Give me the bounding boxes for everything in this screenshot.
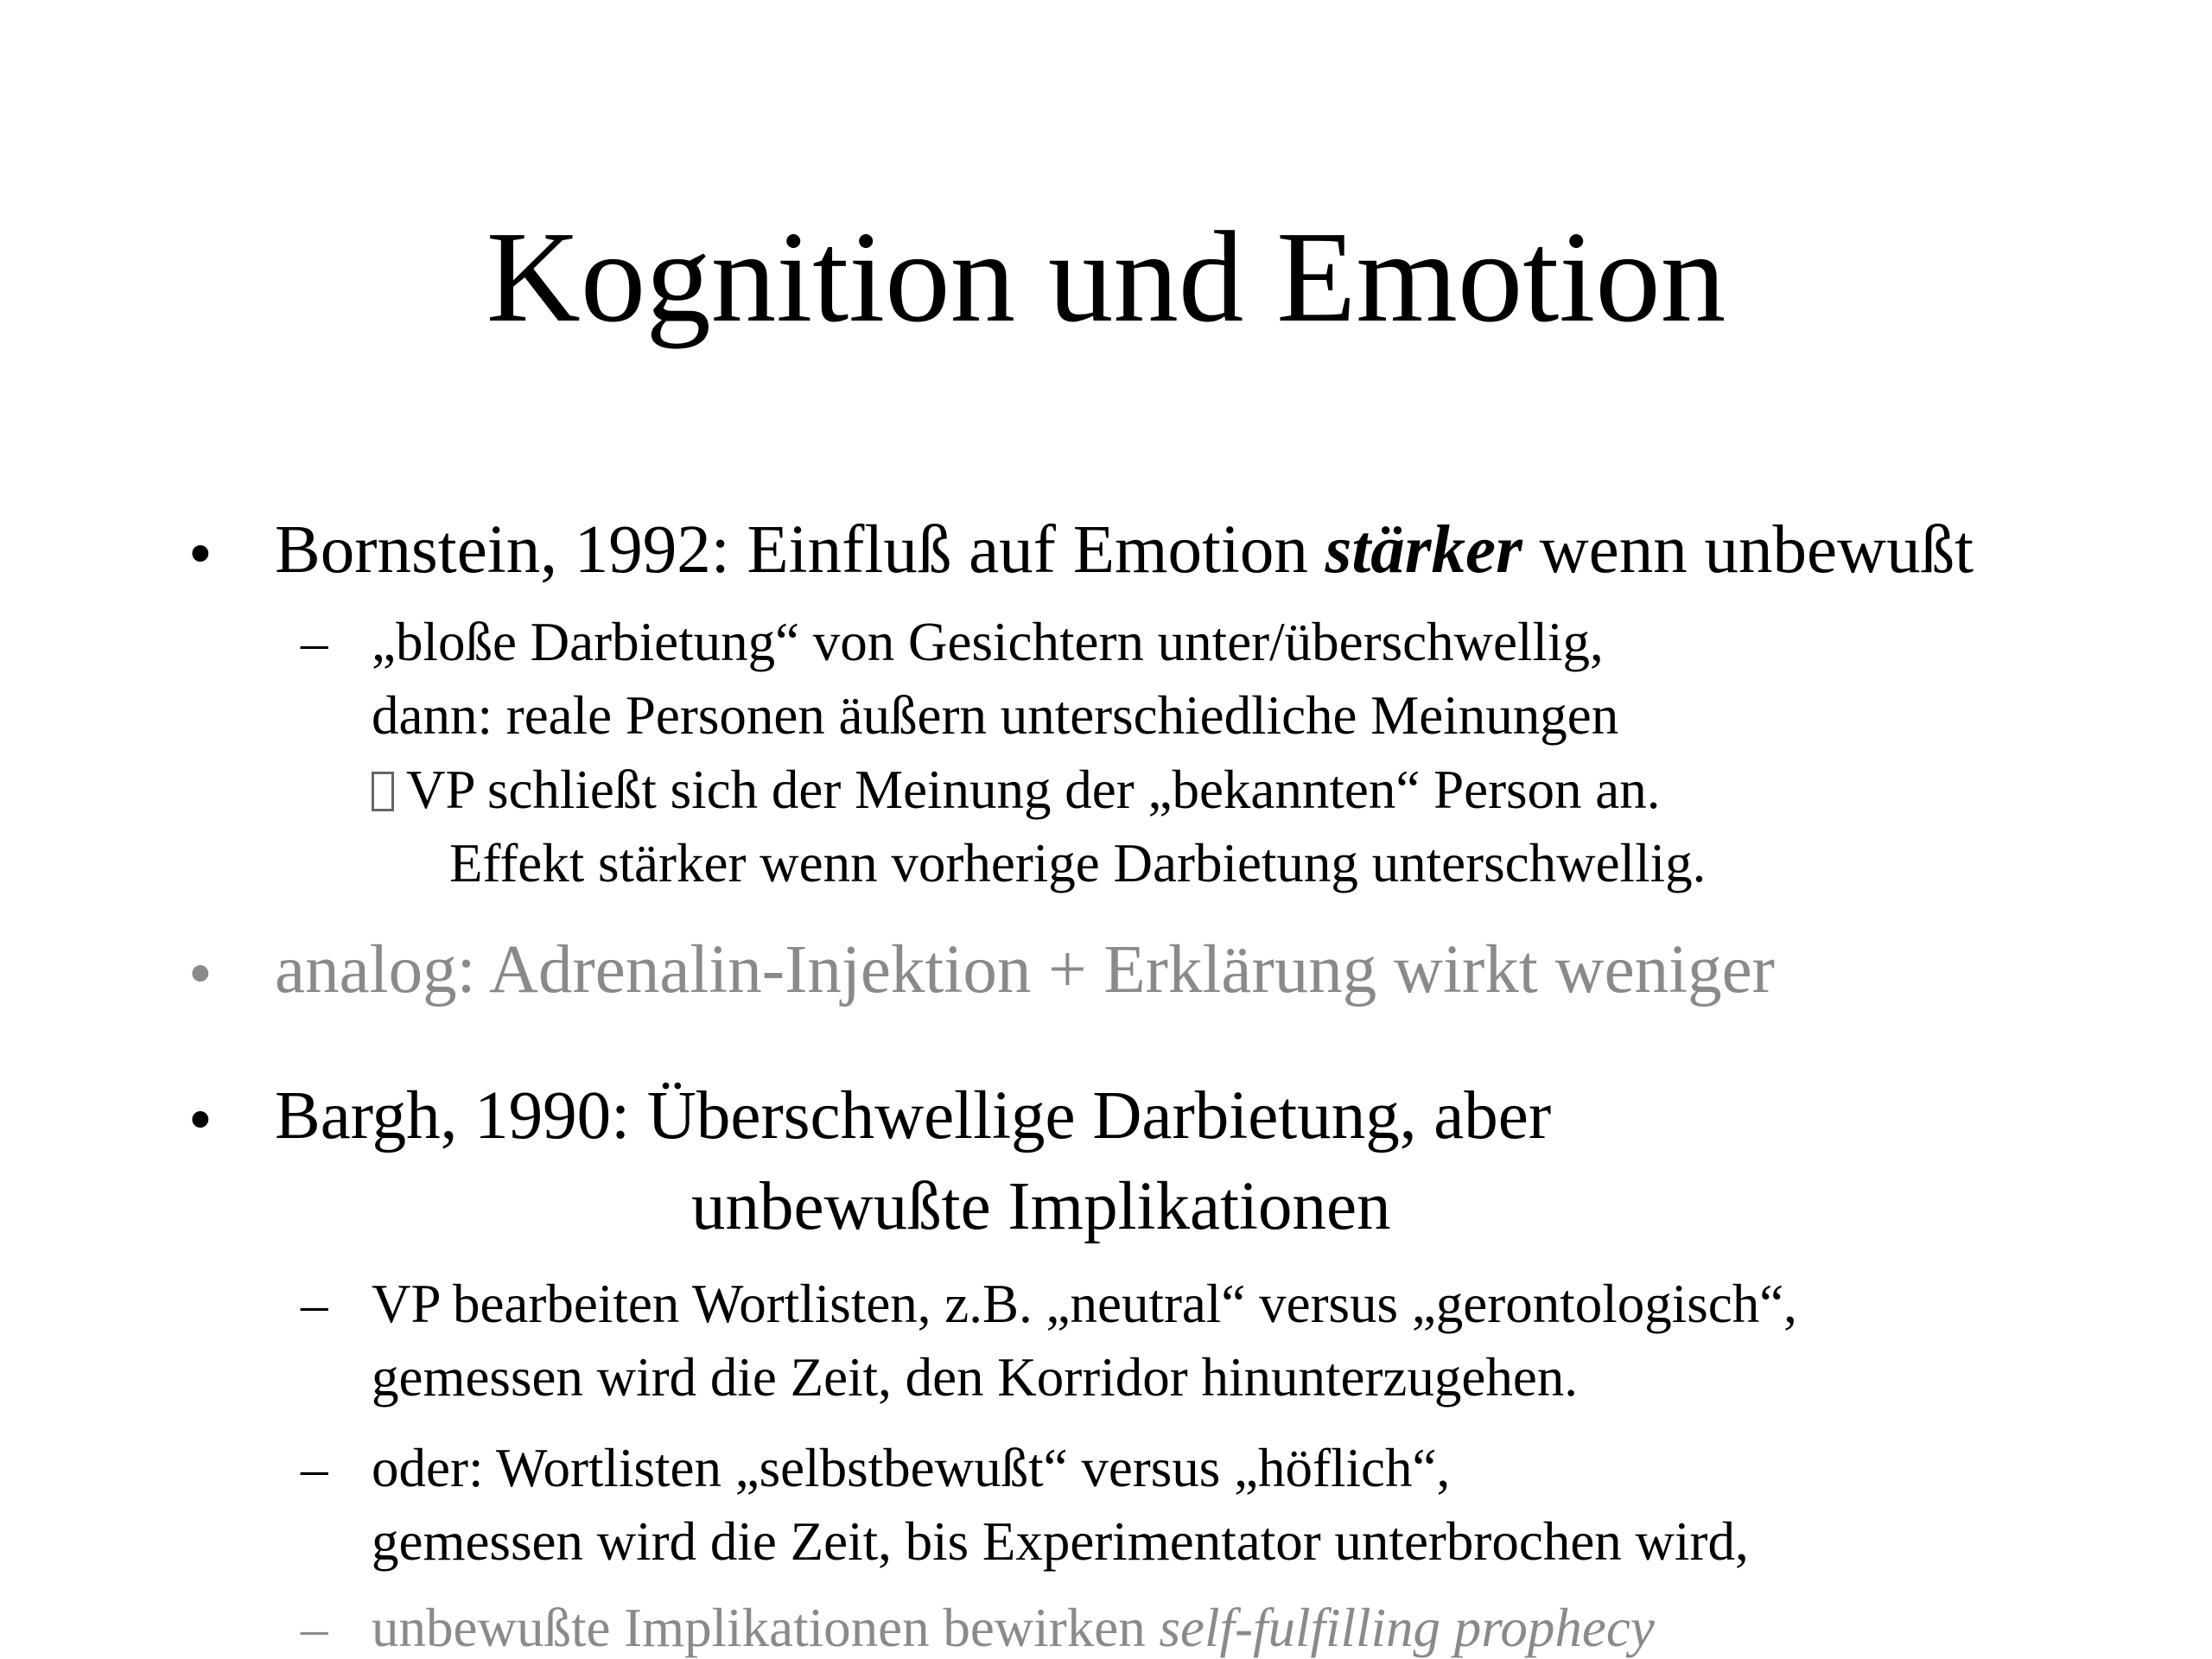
subbullet-marker: – bbox=[301, 1438, 328, 1498]
subitem-text: unbewußte Implikationen bewirken bbox=[372, 1598, 1160, 1658]
bullet-marker: • bbox=[188, 1083, 213, 1158]
subitem-line: gemessen wird die Zeit, den Korridor hinunterzugehen. bbox=[372, 1347, 1579, 1408]
subitem-line: Effekt stärker wenn vorherige Darbietung unterschwellig. bbox=[449, 833, 1707, 893]
bullet-text: Bornstein, 1992: Einfluß auf Emotion bbox=[275, 512, 1325, 588]
implies-arrow-icon bbox=[372, 772, 394, 811]
bullet-text: wenn unbewußt bbox=[1522, 512, 1974, 588]
slide-title: Kognition und Emotion bbox=[486, 204, 1726, 349]
subitem-line: oder: Wortlisten „selbstbewußt“ versus „höflich“, bbox=[372, 1438, 1451, 1498]
emphasis-prophecy: self-fulfilling prophecy bbox=[1159, 1598, 1655, 1658]
subitem-text: VP schließt sich der Meinung der „bekannten“ Person an. bbox=[406, 760, 1661, 820]
subitem-line: dann: reale Personen äußern unterschiedliche Meinungen bbox=[372, 685, 1619, 746]
subitem-line-prophecy bbox=[372, 1598, 1655, 1658]
bullet-bargh-continuation: unbewußte Implikationen bbox=[691, 1169, 1391, 1244]
bullet-analog: analog: Adrenalin-Injektion + Erklärung wirkt weniger bbox=[275, 932, 1775, 1007]
subbullet-marker: – bbox=[301, 1274, 328, 1334]
subitem-line: gemessen wird die Zeit, bis Experimentator unterbrochen wird, bbox=[372, 1511, 1749, 1572]
subitem-line-arrow bbox=[372, 760, 1661, 820]
subitem-line: VP bearbeiten Wortlisten, z.B. „neutral“ versus „gerontologisch“, bbox=[372, 1274, 1797, 1334]
bullet-bargh: Bargh, 1990: Überschwellige Darbietung, aber bbox=[275, 1078, 1552, 1154]
bullet-bornstein bbox=[275, 512, 1974, 588]
bullet-marker: • bbox=[188, 937, 213, 1012]
bullet-marker: • bbox=[188, 517, 213, 592]
subbullet-marker: – bbox=[301, 612, 328, 672]
subitem-line: „bloße Darbietung“ von Gesichtern unter/überschwellig, bbox=[372, 612, 1604, 672]
emphasis-staerker: stärker bbox=[1325, 512, 1522, 588]
subbullet-marker: – bbox=[301, 1598, 328, 1658]
